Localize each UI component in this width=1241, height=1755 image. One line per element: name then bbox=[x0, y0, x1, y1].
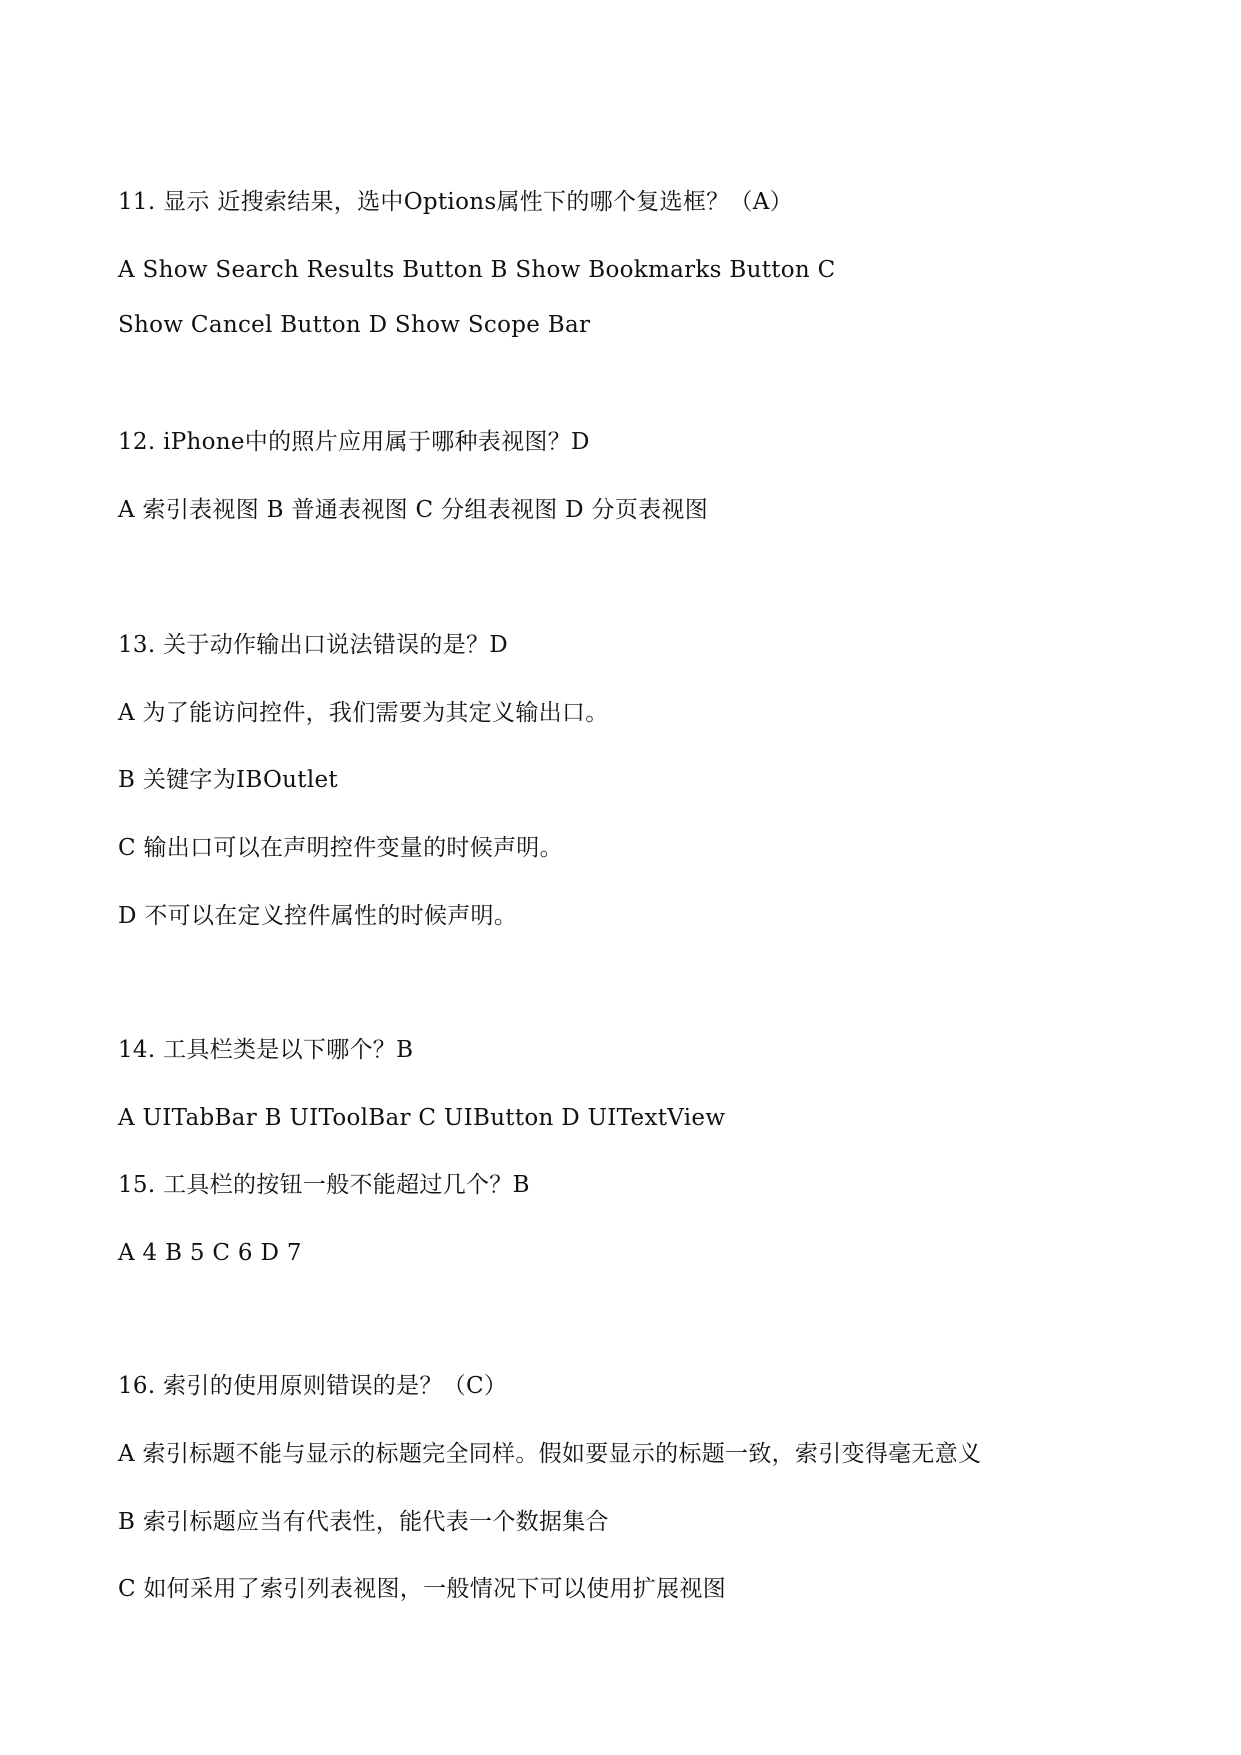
question-16-stem: 16. 索引的使用原则错误的是？（C） bbox=[118, 1373, 508, 1399]
question-16-option-a: A 索引标题不能与显示的标题完全同样。假如要显示的标题一致，索引变得毫无意义 bbox=[118, 1441, 982, 1467]
question-11-stem: 11. 显示 近搜索结果，选中Options属性下的哪个复选框？（A） bbox=[118, 189, 793, 215]
question-15-stem: 15. 工具栏的按钮一般不能超过几个？B bbox=[118, 1172, 530, 1198]
question-14-stem: 14. 工具栏类是以下哪个？B bbox=[118, 1037, 414, 1063]
question-16-option-c: C 如何采用了索引列表视图，一般情况下可以使用扩展视图 bbox=[118, 1576, 727, 1602]
question-16-option-b: B 索引标题应当有代表性，能代表一个数据集合 bbox=[118, 1509, 609, 1535]
question-13-option-c: C 输出口可以在声明控件变量的时候声明。 bbox=[118, 835, 563, 861]
question-13-option-d: D 不可以在定义控件属性的时候声明。 bbox=[118, 903, 518, 929]
question-13-option-b: B 关键字为IBOutlet bbox=[118, 767, 338, 793]
question-13-option-a: A 为了能访问控件，我们需要为其定义输出口。 bbox=[118, 700, 609, 726]
question-15-options: A 4 B 5 C 6 D 7 bbox=[118, 1240, 302, 1266]
question-12-stem: 12. iPhone中的照片应用属于哪种表视图？D bbox=[118, 429, 590, 455]
question-13-stem: 13. 关于动作输出口说法错误的是？D bbox=[118, 632, 509, 658]
question-11-options-line-2: Show Cancel Button D Show Scope Bar bbox=[118, 312, 591, 338]
question-14-options: A UITabBar B UIToolBar C UIButton D UITextView bbox=[118, 1105, 726, 1131]
question-12-options: A 索引表视图 B 普通表视图 C 分组表视图 D 分页表视图 bbox=[118, 497, 709, 523]
question-11-options-line-1: A Show Search Results Button B Show Bookmarks Button C bbox=[118, 257, 836, 283]
